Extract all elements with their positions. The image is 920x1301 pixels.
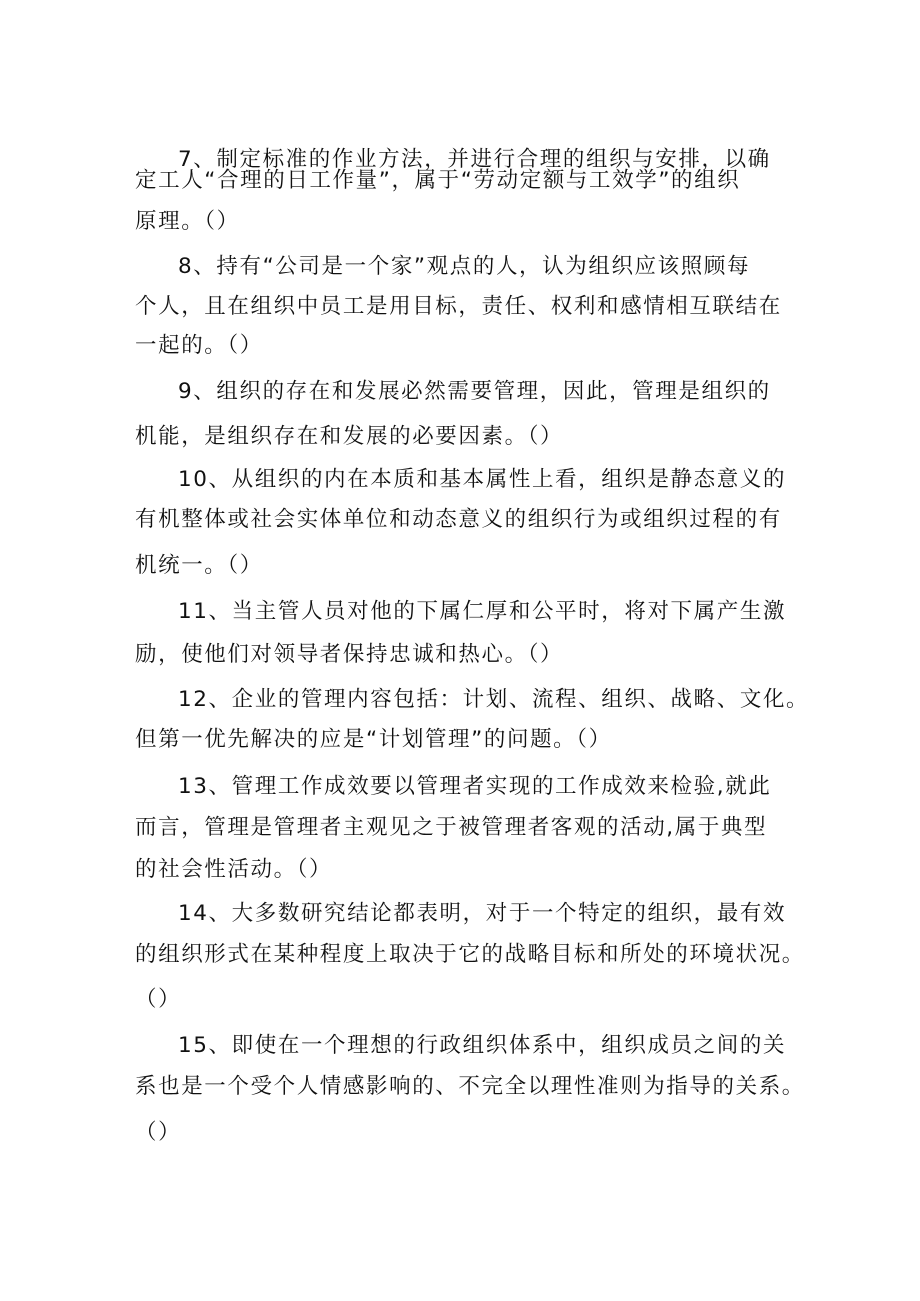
- text-line: 的组织形式在某种程度上取决于它的战略目标和所处的环境状况。: [135, 942, 805, 967]
- text-line: 的社会性活动。（）: [135, 857, 333, 882]
- text-line: 系也是一个受个人情感影响的、不完全以理性准则为指导的关系。: [135, 1074, 805, 1099]
- text-line: 11、当主管人员对他的下属仁厚和公平时，将对下属产生激: [178, 599, 787, 624]
- text-line: 原理。（）: [135, 209, 240, 234]
- text-line: 机统一。（）: [135, 553, 263, 578]
- text-line: 定工人“合理的日工作量”，属于“劳动定额与工效学”的组织: [135, 168, 741, 193]
- text-line: 10、从组织的内在本质和基本属性上看，组织是静态意义的: [178, 467, 787, 492]
- text-line: 14、大多数研究结论都表明，对于一个特定的组织，最有效: [178, 901, 787, 926]
- text-line: （）: [135, 1120, 182, 1145]
- text-line: 7、制定标准的作业方法，并进行合理的组织与安排，以确: [178, 147, 771, 172]
- text-line: 15、即使在一个理想的行政组织体系中，组织成员之间的关: [178, 1033, 787, 1058]
- text-line: 有机整体或社会实体单位和动态意义的组织行为或组织过程的有: [135, 507, 782, 532]
- text-line: 个人，且在组织中员工是用目标，责任、权利和感情相互联结在: [135, 294, 782, 319]
- text-line: （）: [135, 987, 182, 1012]
- text-line: 一起的。（）: [135, 333, 263, 358]
- text-line: 而言，管理是管理者主观见之于被管理者客观的活动,属于典型: [135, 815, 768, 840]
- text-line: 8、持有“公司是一个家”观点的人，认为组织应该照顾每: [178, 254, 751, 279]
- text-line: 9、组织的存在和发展必然需要管理，因此，管理是组织的: [178, 379, 771, 404]
- text-line: 12、企业的管理内容包括：计划、流程、组织、战略、文化。: [178, 687, 810, 712]
- text-line: 但第一优先解决的应是“计划管理”的问题。（）: [135, 727, 612, 752]
- text-line: 机能，是组织存在和发展的必要因素。（）: [135, 424, 564, 449]
- text-line: 励，使他们对领导者保持忠诚和热心。（）: [135, 642, 564, 667]
- text-line: 13、管理工作成效要以管理者实现的工作成效来检验,就此: [178, 774, 772, 799]
